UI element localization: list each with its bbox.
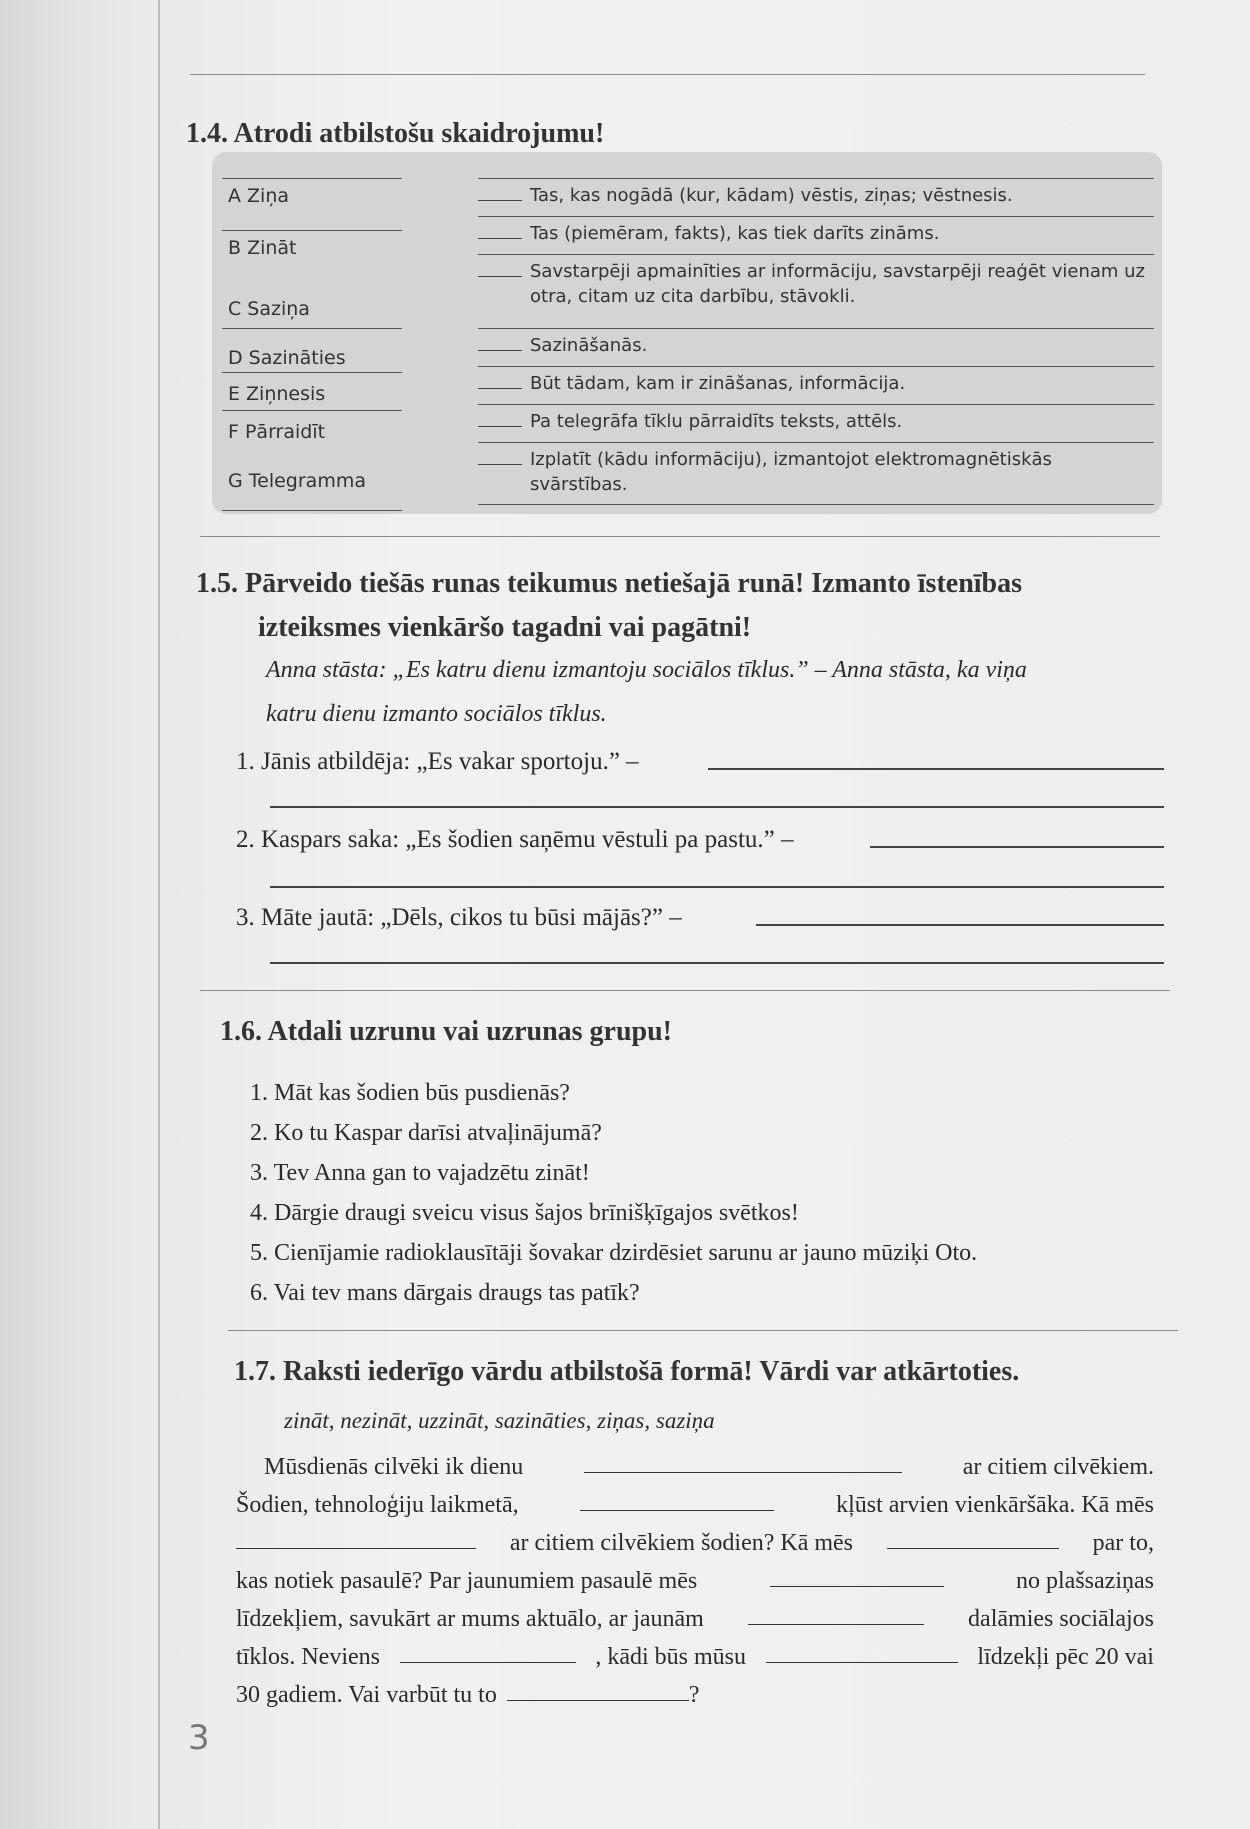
gap-blank[interactable]: [400, 1638, 576, 1663]
definition-text: Savstarpēji apmainīties ar informāciju, savstarpēji reaģēt vienam uz otra, citam uz cita darbību, stāvokli.: [530, 261, 1145, 307]
para-line: [236, 1562, 1154, 1600]
answer-line[interactable]: [708, 768, 1164, 770]
para-text: no plašsaziņas: [1016, 1568, 1154, 1594]
list-item: 1. Māt kas šodien būs pusdienās?: [250, 1080, 570, 1106]
answer-line[interactable]: [870, 846, 1164, 848]
gap-blank[interactable]: [748, 1600, 924, 1625]
ex16-title-text: Atdali uzrunu vai uzrunas grupu!: [267, 1016, 673, 1047]
definition-row: [478, 366, 1154, 396]
definition-row: [478, 178, 1154, 208]
answer-blank[interactable]: [478, 350, 522, 351]
definition-text: Izplatīt (kādu informāciju), izmantojot elektromagnētiskās svārstības.: [530, 449, 1052, 495]
answer-line[interactable]: [270, 806, 1164, 808]
definition-row: [478, 328, 1154, 358]
page-spine: [158, 0, 160, 1829]
definition-row: [478, 216, 1154, 246]
gap-blank[interactable]: [770, 1562, 944, 1587]
list-item: 6. Vai tev mans dārgais draugs tas patīk?: [250, 1280, 640, 1306]
term-d: D Sazināties: [222, 328, 402, 358]
term-f: F Pārraidīt: [222, 410, 402, 440]
ex14-number: 1.4.: [186, 118, 228, 149]
ex16-title: [220, 1016, 672, 1048]
list-item: 3. Tev Anna gan to vajadzētu zināt!: [250, 1160, 590, 1186]
ex17-title-text: Raksti iederīgo vārdu atbilstošā formā! Vārdi var atkārtoties.: [283, 1356, 1020, 1387]
gap-blank[interactable]: [507, 1676, 689, 1701]
para-text: par to,: [1092, 1530, 1154, 1556]
answer-blank[interactable]: [478, 200, 522, 201]
definition-text: Pa telegrāfa tīklu pārraidīts teksts, attēls.: [530, 411, 903, 432]
definition-text: Tas (piemēram, fakts), kas tiek darīts zināms.: [530, 223, 940, 244]
definition-row: [478, 404, 1154, 434]
para-text: , kādi būs mūsu: [595, 1644, 747, 1670]
term-a: A Ziņa: [222, 178, 402, 208]
answer-line[interactable]: [270, 886, 1164, 888]
list-item: 5. Cienījamie radioklausītāji šovakar dzirdēsiet sarunu ar jauno mūziķi Oto.: [250, 1240, 978, 1266]
term-e: E Ziņnesis: [222, 372, 402, 402]
gap-blank[interactable]: [580, 1486, 774, 1511]
para-text: kas notiek pasaulē? Par jaunumiem pasaulē mēs: [236, 1568, 698, 1594]
para-text: tīklos. Neviens: [236, 1644, 380, 1670]
ex15-number: 1.5.: [196, 568, 238, 599]
section-rule: [200, 536, 1160, 537]
para-text: Mūsdienās cilvēki ik dienu: [264, 1454, 524, 1480]
para-line: [236, 1600, 1154, 1638]
para-line: [236, 1524, 1154, 1562]
para-text: kļūst arvien vienkāršāka. Kā mēs: [836, 1492, 1154, 1518]
para-text: dalāmies sociālajos: [968, 1606, 1154, 1632]
ex16-list: [250, 1073, 977, 1313]
answer-blank[interactable]: [478, 238, 522, 239]
ex17-title: [234, 1356, 1019, 1388]
definition-text: Tas, kas nogādā (kur, kādam) vēstis, ziņas; vēstnesis.: [530, 185, 1013, 206]
para-text: 30 gadiem. Vai varbūt tu to: [236, 1682, 497, 1708]
para-text: ?: [688, 1682, 700, 1708]
answer-blank[interactable]: [478, 388, 522, 389]
para-text: ar citiem cilvēkiem šodien? Kā mēs: [509, 1530, 854, 1556]
ex15-title-line2: izteiksmes vienkāršo tagadni vai pagātni!: [258, 612, 752, 643]
example-line1: Anna stāsta: „Es katru dienu izmantoju sociālos tīklus.” – Anna stāsta, ka viņa: [266, 657, 1027, 683]
ex15-title-line1: Pārveido tiešās runas teikumus netiešajā runā! Izmanto īstenības: [245, 568, 1023, 599]
ex15-example: [266, 648, 1146, 736]
para-text: Šodien, tehnoloģiju laikmetā,: [236, 1492, 519, 1518]
answer-line[interactable]: [270, 962, 1164, 964]
term-g: G Telegramma: [228, 470, 366, 492]
definition-row: [478, 442, 1154, 497]
list-item: 2. Ko tu Kaspar darīsi atvaļinājumā?: [250, 1120, 602, 1146]
top-rule: [190, 74, 1145, 75]
section-rule: [200, 990, 1170, 991]
para-line: [236, 1638, 1154, 1676]
ex15-task-2: 2. Kaspars saka: „Es šodien saņēmu vēstuli pa pastu.” –: [236, 826, 794, 853]
gap-blank[interactable]: [584, 1448, 902, 1473]
cloze-paragraph: [236, 1448, 1154, 1714]
answer-blank[interactable]: [478, 426, 522, 427]
gap-blank[interactable]: [766, 1638, 958, 1663]
answer-blank[interactable]: [478, 464, 522, 465]
answer-line[interactable]: [756, 924, 1164, 926]
page-number: 3: [188, 1718, 210, 1758]
answer-blank[interactable]: [478, 276, 522, 277]
para-text: līdzekļiem, savukārt ar mums aktuālo, ar jaunām: [236, 1606, 704, 1632]
ex14-title: [186, 118, 604, 150]
term-c: C Saziņa: [228, 298, 310, 320]
term-b: B Zināt: [222, 230, 402, 260]
word-bank: zināt, nezināt, uzzināt, sazināties, ziņas, saziņa: [284, 1408, 715, 1433]
definition-text: Sazināšanās.: [530, 335, 648, 356]
para-line: [236, 1486, 1154, 1524]
para-text: līdzekļi pēc 20 vai: [977, 1644, 1154, 1670]
para-line: [236, 1676, 1154, 1714]
section-rule: [228, 1330, 1178, 1331]
ex15-task-3: 3. Māte jautā: „Dēls, cikos tu būsi mājās?” –: [236, 904, 682, 931]
para-line: [236, 1448, 1154, 1486]
gap-blank[interactable]: [887, 1524, 1059, 1549]
definition-text: Būt tādam, kam ir zināšanas, informācija.: [530, 373, 906, 394]
ex16-number: 1.6.: [220, 1016, 262, 1047]
gap-blank[interactable]: [236, 1524, 476, 1549]
para-text: ar citiem cilvēkiem.: [962, 1454, 1154, 1480]
definition-row: [478, 254, 1154, 309]
ex17-number: 1.7.: [234, 1356, 276, 1387]
example-line2: katru dienu izmanto sociālos tīklus.: [266, 701, 607, 727]
list-item: 4. Dārgie draugi sveicu visus šajos brīnišķīgajos svētkos!: [250, 1200, 799, 1226]
terms-bottom-rule: [222, 510, 402, 517]
ex15-task-1: 1. Jānis atbildēja: „Es vakar sportoju.” –: [236, 748, 639, 775]
definitions-bottom-rule: [478, 504, 1154, 509]
ex15-title: [196, 562, 1022, 650]
ex14-title-text: Atrodi atbilstošu skaidrojumu!: [233, 118, 605, 149]
